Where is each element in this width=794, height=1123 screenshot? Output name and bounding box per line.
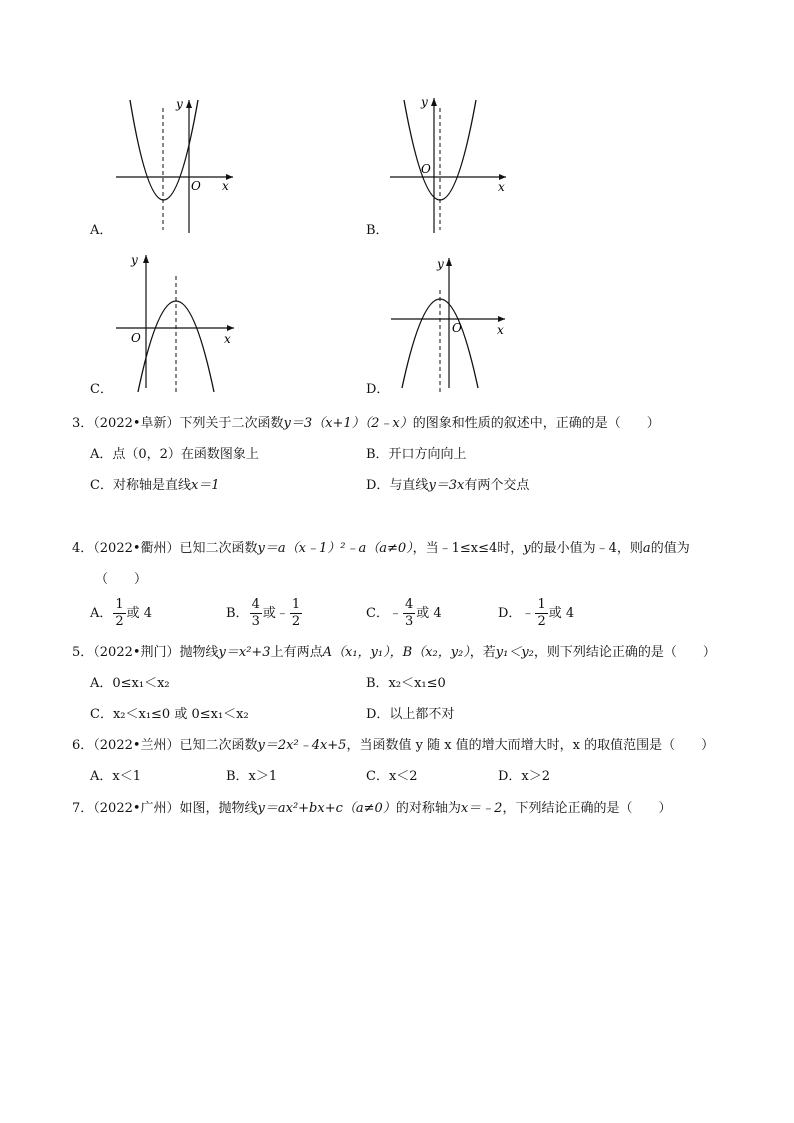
graph-d-option-label: D．	[366, 382, 390, 397]
graph-c-origin-label: O	[131, 331, 141, 345]
q4-option-a-numerator: 1	[115, 597, 124, 612]
q4-option-d-denominator: 2	[537, 614, 546, 629]
q4-option-a[interactable]	[90, 597, 152, 631]
q7-tail-text: 的对称轴为	[395, 801, 461, 816]
q3-option-b[interactable]: B．开口方向向上	[366, 447, 467, 462]
q5-option-a[interactable]: A．0≤x₁＜x₂	[90, 676, 170, 691]
q5-option-b[interactable]: B．x₂＜x₁≤0	[366, 676, 446, 691]
graph-b-origin-label: O	[421, 162, 431, 176]
graph-d-origin-label: O	[452, 321, 462, 335]
option-graphs	[0, 0, 794, 400]
q4-option-b-fraction	[250, 597, 262, 630]
q4-option-a-fraction	[113, 597, 125, 630]
graph-b-y-label: y	[421, 95, 428, 109]
graph-c-y-label: y	[131, 253, 138, 267]
q4-option-d-numerator: 1	[537, 597, 546, 612]
q4-option-b-fraction-2	[290, 597, 302, 630]
q4-option-b-numerator: 4	[251, 597, 260, 612]
graph-a-y-label: y	[176, 97, 183, 111]
q4-option-b-label: B．	[226, 606, 249, 621]
q4-stem-text: 4．（2022•衢州）已知二次函数	[72, 541, 258, 556]
q3-stem-text: 3．（2022•阜新）下列关于二次函数	[72, 416, 284, 431]
q4-option-d-fraction	[535, 597, 547, 630]
graph-a-origin-label: O	[191, 179, 201, 193]
q4-option-d-post: 或 4	[548, 606, 575, 621]
graph-c	[116, 253, 234, 392]
graph-d	[391, 257, 505, 392]
q3-expression: y＝3（x+1）（2﹣x）	[283, 416, 413, 431]
q6-option-a[interactable]: A．x＜1	[90, 769, 141, 784]
graph-c-x-label: x	[224, 332, 231, 346]
q5-tail-text: ，则下列结论正确的是（ ）	[533, 645, 716, 660]
q3-option-a[interactable]: A．点（0，2）在函数图象上	[90, 447, 259, 462]
q5-mid-text: 上有两点	[270, 645, 323, 660]
q4-option-c-pre: ﹣	[388, 606, 402, 621]
q7-axis-expression: x＝﹣2	[460, 801, 503, 816]
q5-mid2-text: ，若	[469, 645, 496, 660]
q4-mid-text: ，当﹣1≤x≤4时，	[412, 541, 524, 556]
q3-option-d-text: D．与直线	[366, 478, 429, 493]
question-5-stem	[72, 644, 716, 662]
q4-tail2-text: 的值为	[650, 541, 690, 556]
graph-b-option-label: B．	[366, 223, 389, 238]
q4-expression: y＝a（x﹣1）²﹣a（a≠0）	[257, 541, 413, 556]
q6-option-c[interactable]: C．x＜2	[366, 769, 418, 784]
q4-tail-text: 的最小值为﹣4，则	[530, 541, 643, 556]
q3-option-c[interactable]	[90, 477, 220, 495]
q3-option-d[interactable]	[366, 477, 529, 495]
graph-a	[116, 97, 233, 233]
q4-option-a-label: A．	[90, 606, 113, 621]
q4-option-c-label: C．	[366, 606, 389, 621]
q6-tail-text: ，当函数值 y 随 x 值的增大而增大时，x 的取值范围是（ ）	[346, 738, 715, 753]
graph-d-x-label: x	[497, 323, 504, 337]
q4-option-d[interactable]	[498, 597, 574, 631]
q3-option-d-tail: 有两个交点	[464, 478, 530, 493]
question-3-stem	[72, 415, 660, 433]
q3-tail-text: 的图象和性质的叙述中，正确的是（ ）	[412, 416, 660, 431]
q5-condition: y₁＜y₂	[495, 645, 534, 660]
q7-stem-text: 7．（2022•广州）如图，抛物线	[72, 801, 258, 816]
q6-option-d[interactable]: D．x＞2	[498, 769, 551, 784]
q4-y-var: y	[523, 541, 531, 556]
graph-a-x-label: x	[222, 179, 229, 193]
q7-expression: y＝ax²+bx+c（a≠0）	[257, 801, 396, 816]
q5-option-d[interactable]: D．以上都不对	[366, 707, 455, 722]
q6-stem-text: 6．（2022•兰州）已知二次函数	[72, 738, 258, 753]
q4-option-c[interactable]	[366, 597, 442, 631]
q4-option-b-denominator: 3	[251, 614, 260, 629]
q5-option-c[interactable]: C．x₂＜x₁≤0 或 0≤x₁＜x₂	[90, 707, 249, 722]
q5-stem-text: 5．（2022•荆门）抛物线	[72, 645, 219, 660]
question-7-stem	[72, 800, 671, 818]
q4-option-b[interactable]	[226, 597, 303, 631]
q5-points: A（x₁，y₁），B（x₂，y₂）	[322, 645, 470, 660]
q4-option-a-denominator: 2	[115, 614, 124, 629]
q4-option-b-denominator-2: 2	[291, 614, 301, 629]
q4-option-c-numerator: 4	[404, 597, 414, 612]
q6-expression: y＝2x²﹣4x+5	[257, 738, 347, 753]
q4-option-c-post: 或 4	[416, 606, 442, 621]
question-6-stem	[72, 737, 714, 755]
graph-b	[390, 95, 506, 233]
q4-answer-paren: （ ）	[95, 572, 148, 587]
q4-option-d-label: D．	[498, 606, 522, 621]
question-4-stem	[72, 540, 690, 558]
q3-option-c-text: C．对称轴是直线	[90, 478, 191, 493]
q3-option-c-expression: x＝1	[190, 478, 220, 493]
q4-option-b-numerator-2: 1	[291, 597, 301, 612]
q6-option-b[interactable]: B．x＞1	[226, 769, 278, 784]
q7-tail2-text: ，下列结论正确的是（ ）	[502, 801, 672, 816]
q5-expression: y＝x²+3	[218, 645, 271, 660]
q4-option-a-post: 或 4	[126, 606, 153, 621]
q4-option-c-denominator: 3	[404, 614, 414, 629]
q4-option-c-fraction	[403, 597, 415, 630]
graph-d-y-label: y	[437, 257, 444, 271]
q4-option-d-pre: ﹣	[521, 606, 535, 621]
q4-option-b-post: 或﹣	[262, 606, 289, 621]
graph-b-x-label: x	[498, 180, 505, 194]
graph-c-option-label: C．	[90, 382, 113, 397]
q4-a-var: a	[642, 541, 651, 556]
graph-a-option-label: A．	[90, 223, 113, 238]
q3-option-d-expression: y＝3x	[428, 478, 465, 493]
